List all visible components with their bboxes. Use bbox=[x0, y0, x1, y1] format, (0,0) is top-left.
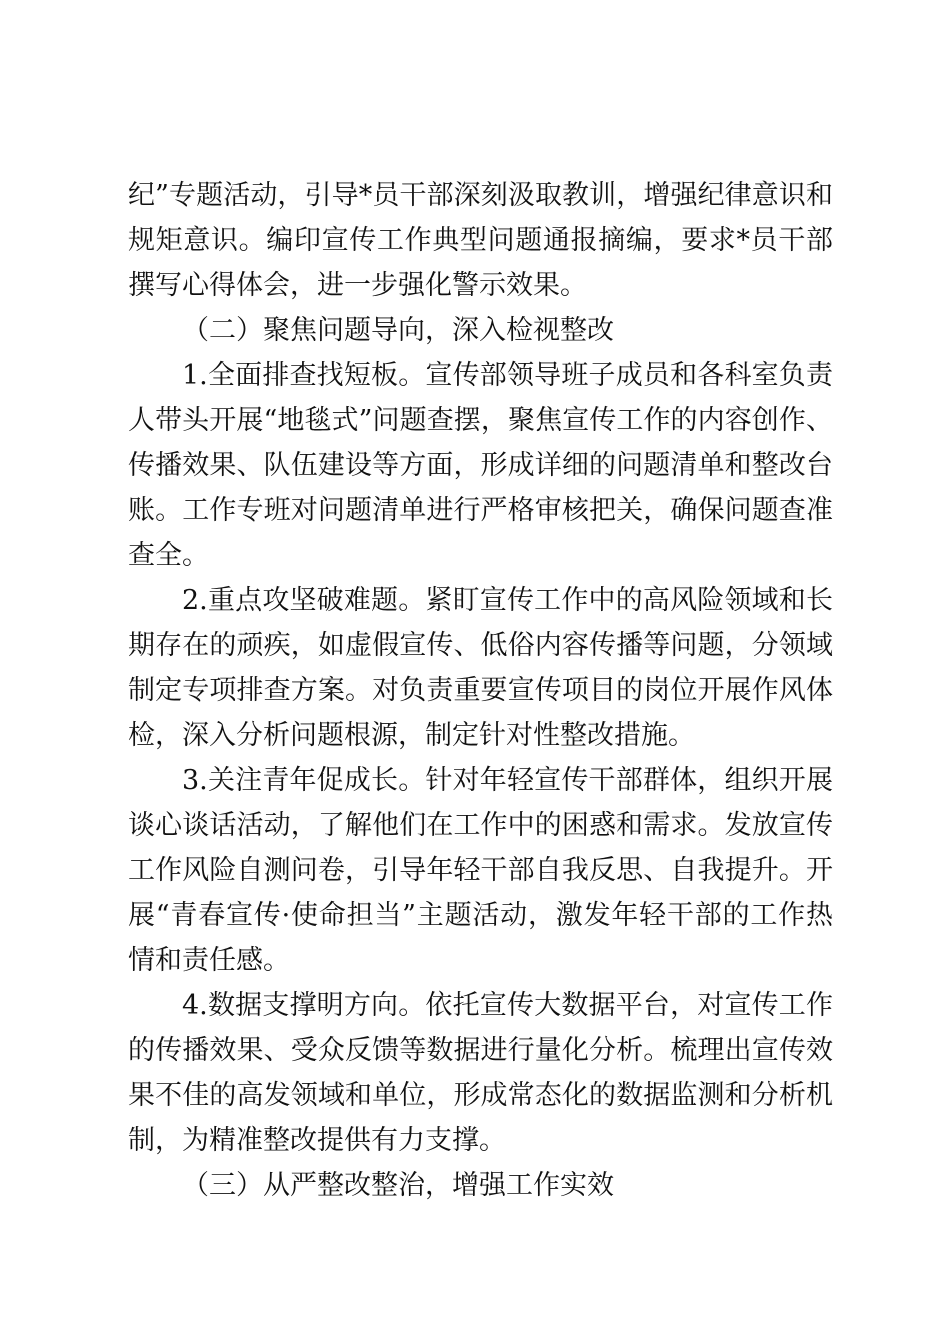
document-body bbox=[128, 173, 833, 1208]
paragraph-item-3: 3.关注青年促成长。针对年轻宣传干部群体，组织开展谈心谈话活动，了解他们在工作中的困惑和需求。发放宣传工作风险自测问卷，引导年轻干部自我反思、自我提升。开展“青春宣传·使命担当”主题活动，激发年轻干部的工作热情和责任感。 bbox=[128, 765, 833, 976]
paragraph-continuation: 纪”专题活动，引导*员干部深刻汲取教训，增强纪律意识和规矩意识。编印宣传工作典型问题通报摘编，要求*员干部撰写心得体会，进一步强化警示效果。 bbox=[128, 180, 833, 301]
paragraph-item-1: 1.全面排查找短板。宣传部领导班子成员和各科室负责人带头开展“地毯式”问题查摆，聚焦宣传工作的内容创作、传播效果、队伍建设等方面，形成详细的问题清单和整改台账。工作专班对问题清单进行严格审核把关，确保问题查准查全。 bbox=[128, 360, 833, 571]
paragraph-item-4: 4.数据支撑明方向。依托宣传大数据平台，对宣传工作的传播效果、受众反馈等数据进行量化分析。梳理出宣传效果不佳的高发领域和单位，形成常态化的数据监测和分析机制，为精准整改提供有力支撑。 bbox=[128, 990, 833, 1156]
paragraph-item-2: 2.重点攻坚破难题。紧盯宣传工作中的高风险领域和长期存在的顽疾，如虚假宣传、低俗内容传播等问题，分领域制定专项排查方案。对负责重要宣传项目的岗位开展作风体检，深入分析问题根源，制定针对性整改措施。 bbox=[128, 585, 833, 751]
section-heading-2: （二）聚焦问题导向，深入检视整改 bbox=[182, 315, 614, 346]
section-heading-3: （三）从严整改整治，增强工作实效 bbox=[182, 1170, 614, 1201]
